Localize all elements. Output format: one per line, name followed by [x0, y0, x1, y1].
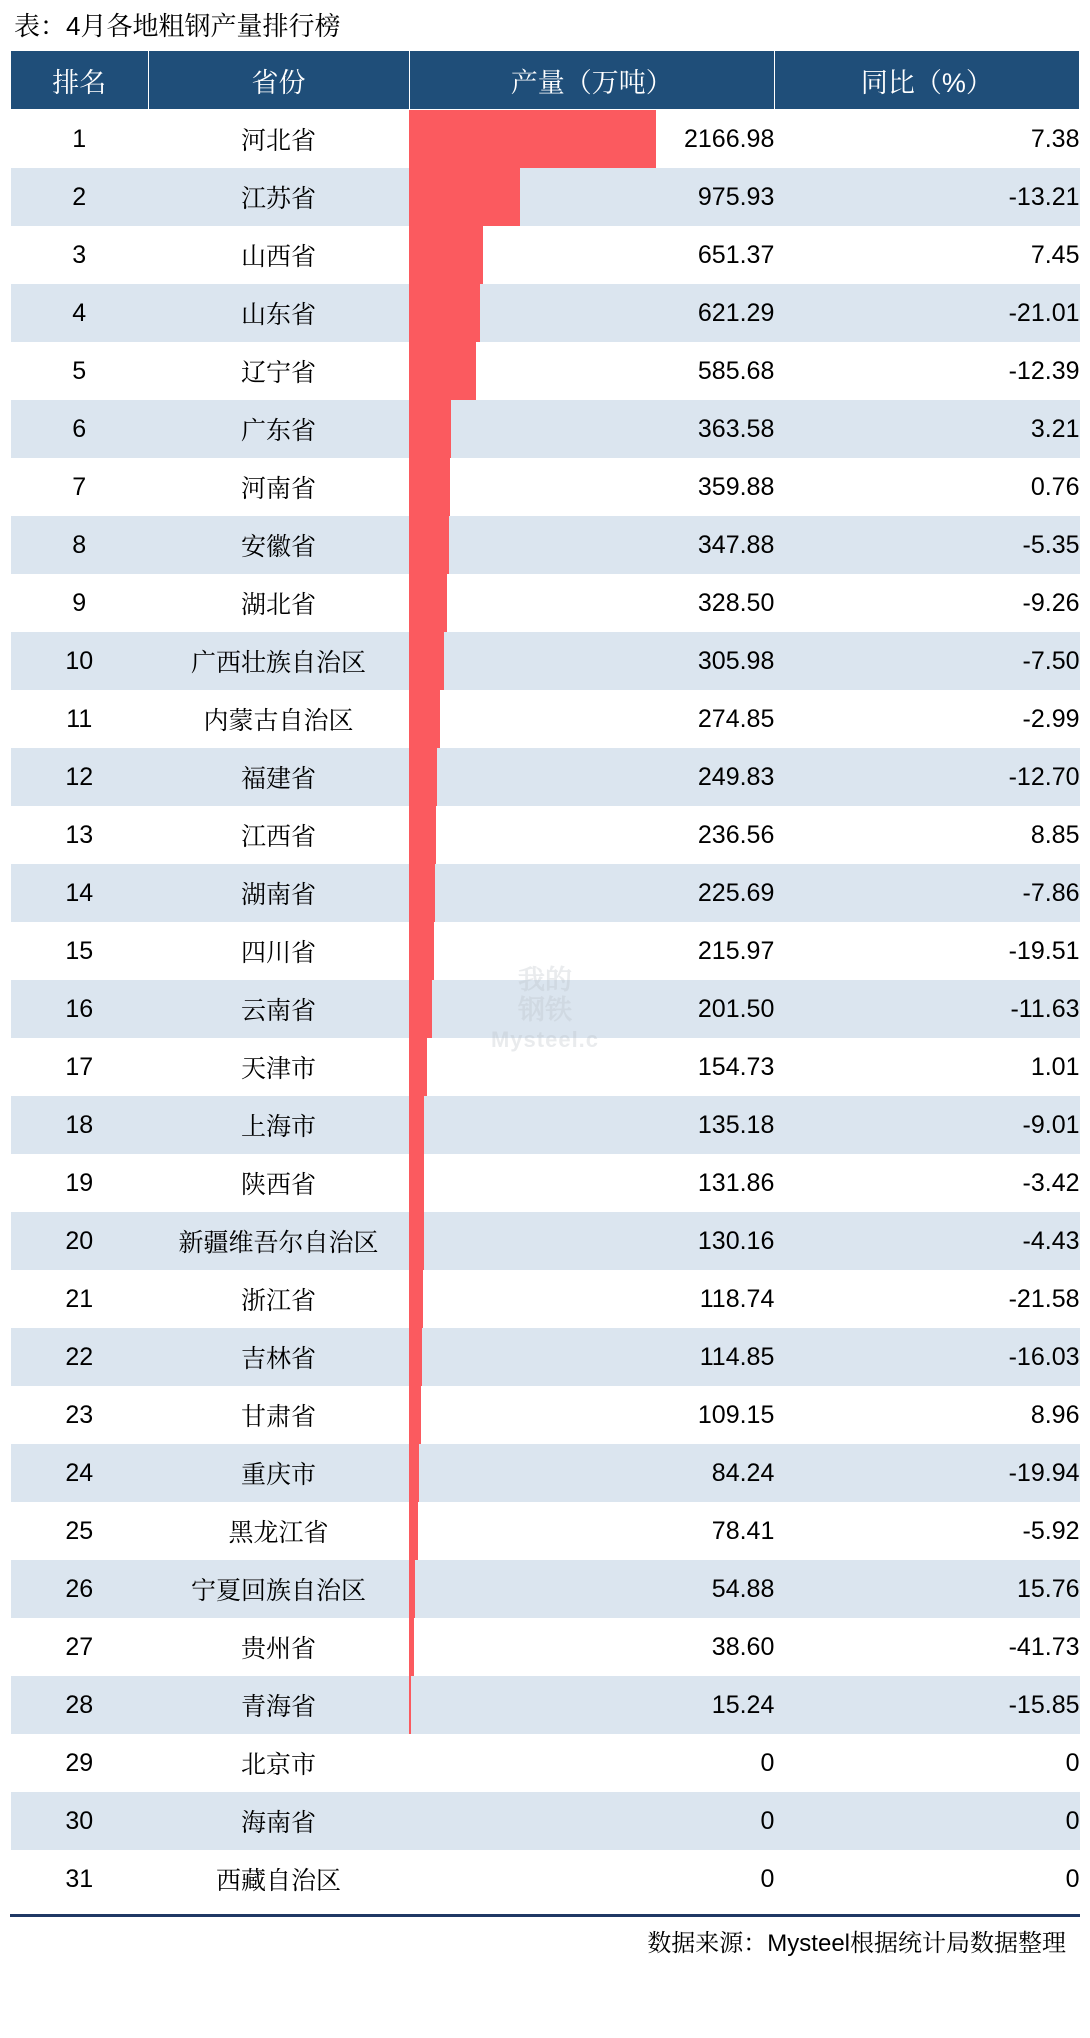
cell-rank: 17 — [11, 1038, 149, 1096]
cell-province: 广东省 — [148, 400, 409, 458]
cell-province: 湖南省 — [148, 864, 409, 922]
cell-yoy: 8.85 — [774, 806, 1079, 864]
cell-rank: 26 — [11, 1560, 149, 1618]
table-row — [11, 400, 1080, 458]
output-bar — [409, 458, 450, 516]
cell-province: 甘肃省 — [148, 1386, 409, 1444]
cell-yoy: -41.73 — [774, 1618, 1079, 1676]
page-title: 表：4月各地粗钢产量排行榜 — [14, 11, 341, 41]
cell-rank: 24 — [11, 1444, 149, 1502]
column-header-yoy: 同比（%） — [774, 51, 1079, 110]
cell-province: 河北省 — [148, 110, 409, 169]
output-bar — [409, 226, 483, 284]
output-value: 236.56 — [697, 820, 775, 849]
output-value: 305.98 — [697, 646, 775, 675]
cell-rank: 10 — [11, 632, 149, 690]
output-value: 15.24 — [711, 1690, 775, 1719]
table-header — [11, 51, 1080, 110]
output-bar — [409, 690, 440, 748]
cell-rank: 27 — [11, 1618, 149, 1676]
watermark-line-2: 钢铁 — [518, 995, 572, 1025]
cell-output — [409, 1792, 774, 1850]
table-row — [11, 922, 1080, 980]
output-value: 78.41 — [711, 1516, 775, 1545]
cell-province: 四川省 — [148, 922, 409, 980]
cell-rank: 9 — [11, 574, 149, 632]
cell-output — [409, 226, 774, 284]
output-bar — [409, 168, 520, 226]
cell-yoy: 7.38 — [774, 110, 1079, 169]
cell-rank: 7 — [11, 458, 149, 516]
output-bar — [409, 1618, 413, 1676]
cell-yoy: -21.58 — [774, 1270, 1079, 1328]
cell-province: 广西壮族自治区 — [148, 632, 409, 690]
output-bar — [409, 516, 449, 574]
output-value: 363.58 — [697, 414, 775, 443]
table-row — [11, 1154, 1080, 1212]
cell-output — [409, 632, 774, 690]
cell-yoy: -16.03 — [774, 1328, 1079, 1386]
cell-province: 黑龙江省 — [148, 1502, 409, 1560]
table-row — [11, 632, 1080, 690]
cell-yoy: -12.70 — [774, 748, 1079, 806]
cell-province: 江苏省 — [148, 168, 409, 226]
cell-output — [409, 342, 774, 400]
output-value: 225.69 — [697, 878, 775, 907]
cell-yoy: -19.94 — [774, 1444, 1079, 1502]
cell-output — [409, 458, 774, 516]
cell-output — [409, 1270, 774, 1328]
cell-output — [409, 690, 774, 748]
output-value: 0 — [760, 1748, 775, 1777]
cell-rank: 29 — [11, 1734, 149, 1792]
output-value: 114.85 — [699, 1342, 775, 1371]
cell-output — [409, 1734, 774, 1792]
output-bar — [409, 1560, 415, 1618]
cell-output — [409, 748, 774, 806]
cell-yoy: -11.63 — [774, 980, 1079, 1038]
table-row — [11, 1734, 1080, 1792]
output-value: 274.85 — [697, 704, 775, 733]
cell-province: 安徽省 — [148, 516, 409, 574]
cell-yoy: -13.21 — [774, 168, 1079, 226]
output-value: 0 — [760, 1864, 775, 1893]
table-row — [11, 1270, 1080, 1328]
table-row — [11, 110, 1080, 169]
ranking-table — [10, 50, 1080, 1908]
cell-output — [409, 1096, 774, 1154]
output-bar — [409, 632, 444, 690]
output-bar — [409, 1212, 424, 1270]
cell-province: 福建省 — [148, 748, 409, 806]
table-row — [11, 1502, 1080, 1560]
cell-rank: 1 — [11, 110, 149, 169]
cell-province: 河南省 — [148, 458, 409, 516]
cell-output — [409, 400, 774, 458]
output-bar — [409, 110, 656, 168]
cell-province: 上海市 — [148, 1096, 409, 1154]
cell-province: 山东省 — [148, 284, 409, 342]
cell-yoy: 8.96 — [774, 1386, 1079, 1444]
output-value: 975.93 — [697, 182, 775, 211]
cell-output — [409, 1444, 774, 1502]
output-bar — [409, 1270, 423, 1328]
output-value: 651.37 — [697, 240, 775, 269]
output-value: 359.88 — [697, 472, 775, 501]
cell-rank: 5 — [11, 342, 149, 400]
cell-rank: 12 — [11, 748, 149, 806]
table-row — [11, 806, 1080, 864]
cell-yoy: 0 — [774, 1850, 1079, 1908]
cell-rank: 8 — [11, 516, 149, 574]
table-header-row — [11, 51, 1080, 110]
cell-yoy: -3.42 — [774, 1154, 1079, 1212]
cell-province: 吉林省 — [148, 1328, 409, 1386]
cell-output — [409, 980, 774, 1038]
cell-rank: 21 — [11, 1270, 149, 1328]
cell-rank: 4 — [11, 284, 149, 342]
output-bar — [409, 864, 435, 922]
table-row — [11, 516, 1080, 574]
cell-province: 贵州省 — [148, 1618, 409, 1676]
cell-output — [409, 1328, 774, 1386]
cell-province: 重庆市 — [148, 1444, 409, 1502]
cell-yoy: -15.85 — [774, 1676, 1079, 1734]
table-row — [11, 226, 1080, 284]
cell-rank: 13 — [11, 806, 149, 864]
cell-rank: 6 — [11, 400, 149, 458]
cell-province: 陕西省 — [148, 1154, 409, 1212]
output-value: 201.50 — [697, 994, 775, 1023]
cell-output — [409, 1560, 774, 1618]
cell-province: 宁夏回族自治区 — [148, 1560, 409, 1618]
table-row — [11, 1096, 1080, 1154]
cell-rank: 22 — [11, 1328, 149, 1386]
cell-output — [409, 1850, 774, 1908]
cell-yoy: -7.50 — [774, 632, 1079, 690]
output-bar — [409, 922, 434, 980]
cell-output — [409, 574, 774, 632]
cell-province: 新疆维吾尔自治区 — [148, 1212, 409, 1270]
output-bar — [409, 1444, 419, 1502]
table-row — [11, 168, 1080, 226]
cell-yoy: 7.45 — [774, 226, 1079, 284]
cell-output — [409, 1154, 774, 1212]
cell-yoy: 0 — [774, 1734, 1079, 1792]
cell-rank: 11 — [11, 690, 149, 748]
cell-output — [409, 1038, 774, 1096]
cell-rank: 30 — [11, 1792, 149, 1850]
output-value: 84.24 — [711, 1458, 775, 1487]
table-row — [11, 1038, 1080, 1096]
cell-output — [409, 864, 774, 922]
cell-output — [409, 516, 774, 574]
cell-output — [409, 110, 774, 169]
output-value: 215.97 — [697, 936, 775, 965]
cell-province: 山西省 — [148, 226, 409, 284]
cell-yoy: -5.92 — [774, 1502, 1079, 1560]
cell-province: 北京市 — [148, 1734, 409, 1792]
output-bar — [409, 1154, 424, 1212]
output-value: 131.86 — [697, 1168, 775, 1197]
cell-province: 湖北省 — [148, 574, 409, 632]
output-bar — [409, 400, 450, 458]
output-value: 2166.98 — [683, 124, 775, 153]
table-row — [11, 1444, 1080, 1502]
cell-province: 天津市 — [148, 1038, 409, 1096]
cell-yoy: -12.39 — [774, 342, 1079, 400]
watermark-line-3: Mysteel.c — [490, 1027, 600, 1052]
table-row — [11, 1328, 1080, 1386]
table-row — [11, 1212, 1080, 1270]
output-value: 0 — [760, 1806, 775, 1835]
table-row — [11, 748, 1080, 806]
table-row — [11, 1676, 1080, 1734]
output-value: 135.18 — [697, 1110, 775, 1139]
cell-output — [409, 168, 774, 226]
output-bar — [409, 748, 437, 806]
output-value: 154.73 — [697, 1052, 775, 1081]
output-bar — [409, 342, 476, 400]
output-bar — [409, 1676, 411, 1734]
cell-rank: 15 — [11, 922, 149, 980]
cell-rank: 16 — [11, 980, 149, 1038]
cell-province: 云南省 — [148, 980, 409, 1038]
cell-yoy: -21.01 — [774, 284, 1079, 342]
table-row — [11, 342, 1080, 400]
output-bar — [409, 980, 432, 1038]
cell-yoy: -9.26 — [774, 574, 1079, 632]
table-row — [11, 690, 1080, 748]
cell-yoy: -19.51 — [774, 922, 1079, 980]
output-value: 118.74 — [699, 1284, 775, 1313]
output-bar — [409, 806, 436, 864]
cell-yoy: 0.76 — [774, 458, 1079, 516]
output-value: 130.16 — [697, 1226, 775, 1255]
output-value: 585.68 — [697, 356, 775, 385]
cell-yoy: 1.01 — [774, 1038, 1079, 1096]
source-note: 数据来源：Mysteel根据统计局数据整理 — [10, 1914, 1080, 1958]
output-bar — [409, 1386, 421, 1444]
column-header-rank: 排名 — [11, 51, 149, 110]
cell-province: 浙江省 — [148, 1270, 409, 1328]
cell-yoy: 15.76 — [774, 1560, 1079, 1618]
cell-yoy: -5.35 — [774, 516, 1079, 574]
cell-rank: 3 — [11, 226, 149, 284]
cell-rank: 14 — [11, 864, 149, 922]
output-value: 38.60 — [711, 1632, 775, 1661]
watermark-line-1: 我的 — [518, 965, 572, 995]
output-bar — [409, 1502, 418, 1560]
cell-output — [409, 922, 774, 980]
output-bar — [409, 1328, 422, 1386]
cell-yoy: 0 — [774, 1792, 1079, 1850]
cell-yoy: -2.99 — [774, 690, 1079, 748]
table-row — [11, 1560, 1080, 1618]
output-value: 54.88 — [711, 1574, 775, 1603]
table-row — [11, 980, 1080, 1038]
output-value: 109.15 — [697, 1400, 775, 1429]
cell-output — [409, 1212, 774, 1270]
cell-rank: 19 — [11, 1154, 149, 1212]
output-bar — [409, 1096, 424, 1154]
output-bar — [409, 574, 447, 632]
table-row — [11, 284, 1080, 342]
cell-province: 海南省 — [148, 1792, 409, 1850]
cell-output — [409, 1502, 774, 1560]
cell-yoy: -7.86 — [774, 864, 1079, 922]
output-value: 328.50 — [697, 588, 775, 617]
table-row — [11, 1850, 1080, 1908]
output-value: 347.88 — [697, 530, 775, 559]
table-row — [11, 574, 1080, 632]
cell-province: 江西省 — [148, 806, 409, 864]
cell-province: 辽宁省 — [148, 342, 409, 400]
output-bar — [409, 1038, 427, 1096]
column-header-province: 省份 — [148, 51, 409, 110]
table-row — [11, 458, 1080, 516]
cell-rank: 25 — [11, 1502, 149, 1560]
cell-output — [409, 1676, 774, 1734]
table-row — [11, 1386, 1080, 1444]
cell-rank: 18 — [11, 1096, 149, 1154]
cell-output — [409, 806, 774, 864]
cell-output — [409, 1618, 774, 1676]
cell-yoy: -9.01 — [774, 1096, 1079, 1154]
cell-yoy: -4.43 — [774, 1212, 1079, 1270]
cell-province: 西藏自治区 — [148, 1850, 409, 1908]
cell-yoy: 3.21 — [774, 400, 1079, 458]
cell-province: 青海省 — [148, 1676, 409, 1734]
output-value: 249.83 — [697, 762, 775, 791]
output-bar — [409, 284, 480, 342]
table-row — [11, 1618, 1080, 1676]
cell-rank: 31 — [11, 1850, 149, 1908]
cell-rank: 28 — [11, 1676, 149, 1734]
cell-rank: 2 — [11, 168, 149, 226]
table-row — [11, 864, 1080, 922]
column-header-output: 产量（万吨） — [409, 51, 774, 110]
table-body — [11, 110, 1080, 1909]
cell-output — [409, 1386, 774, 1444]
cell-output — [409, 284, 774, 342]
cell-province: 内蒙古自治区 — [148, 690, 409, 748]
cell-rank: 20 — [11, 1212, 149, 1270]
cell-rank: 23 — [11, 1386, 149, 1444]
output-value: 621.29 — [697, 298, 775, 327]
table-row — [11, 1792, 1080, 1850]
